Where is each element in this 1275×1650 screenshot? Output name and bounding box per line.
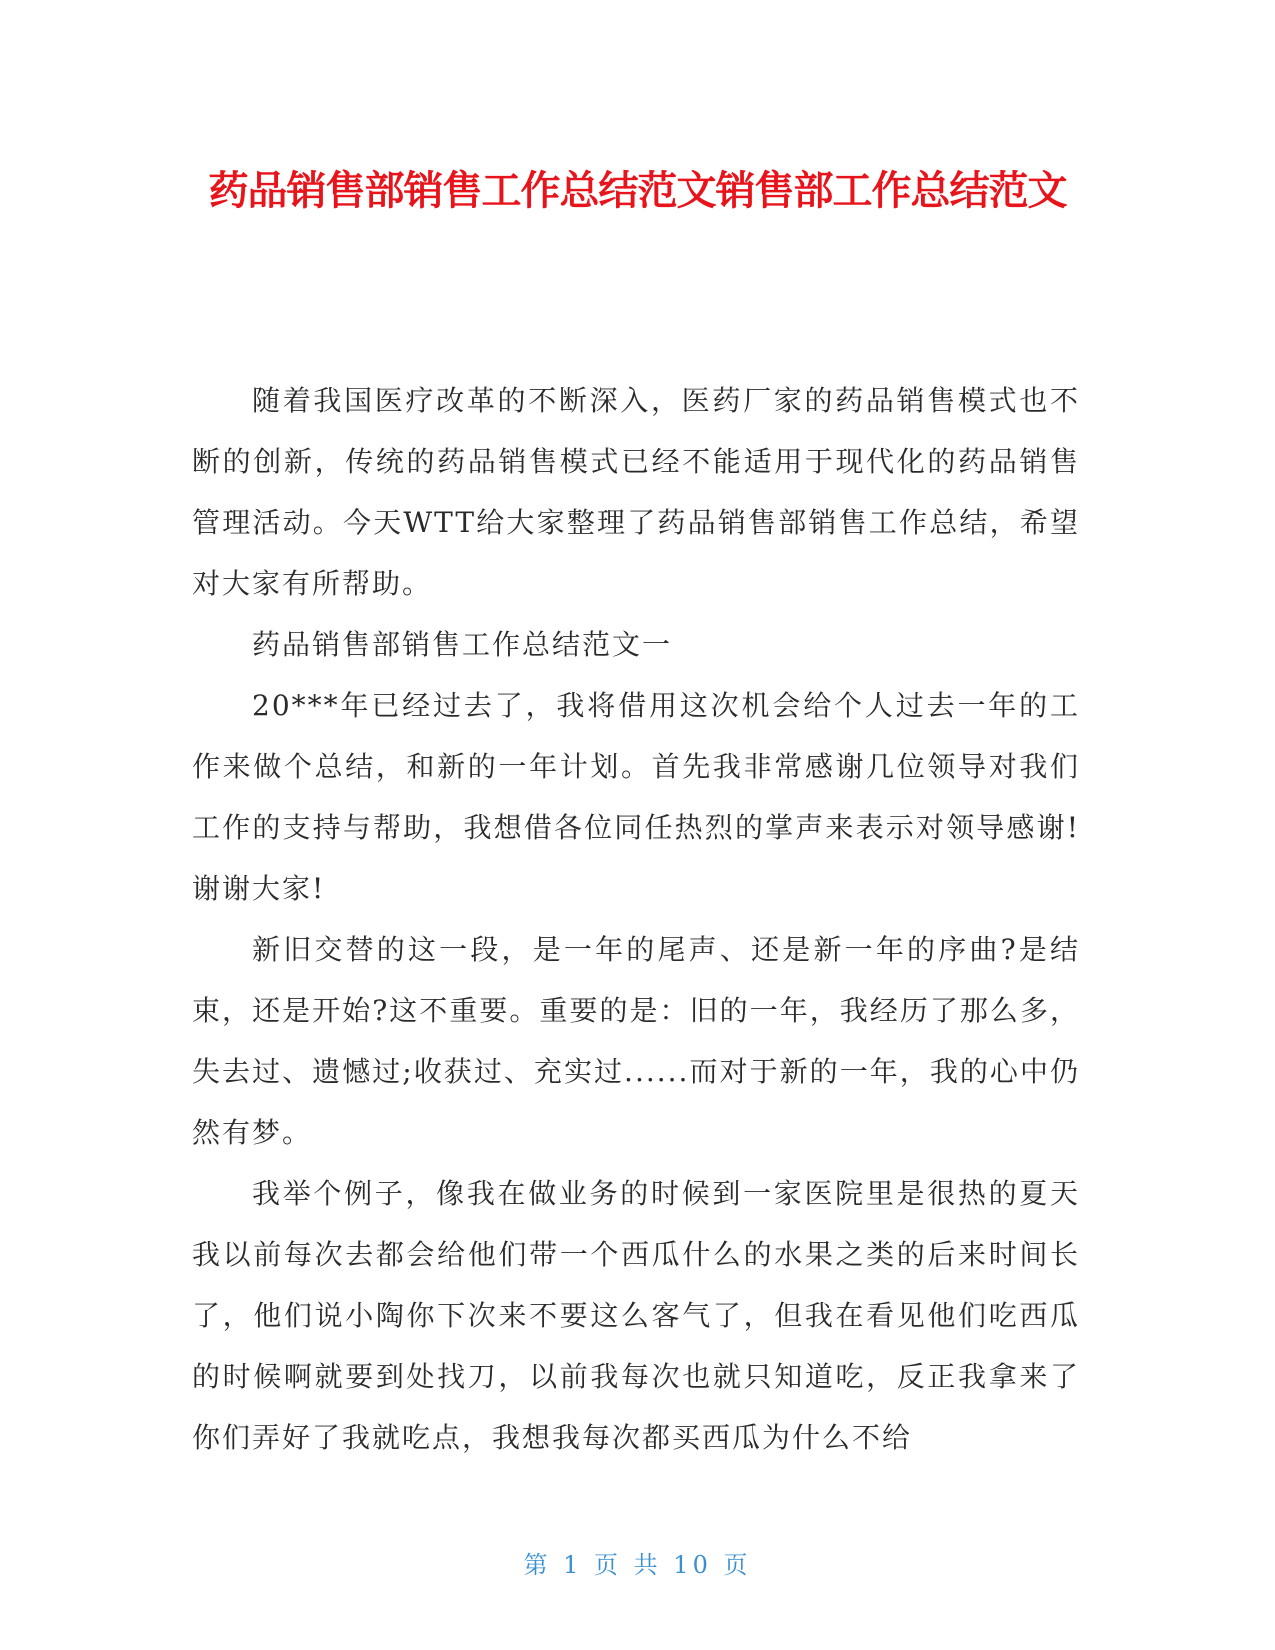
page-number-footer: 第 1 页 共 10 页	[523, 1551, 752, 1579]
document-title: 药品销售部销售工作总结范文销售部工作总结范文	[208, 168, 1067, 214]
paragraph-section-heading: 药品销售部销售工作总结范文一	[252, 628, 673, 661]
paragraph-example: 我举个例子，像我在做业务的时候到一家医院里是很热的夏天我以前每次去都会给他们带一个西瓜什么的水果之类的后来时间长了，他们说小陶你下次来不要这么客气了，但我在看见他们吃西瓜的时候啊就要到处找刀，以前我每次也就只知道吃，反正我拿来了你们弄好了我就吃点，我想我每次都买西瓜为什么不给	[192, 1177, 1080, 1454]
paragraph-transition: 新旧交替的这一段，是一年的尾声、还是新一年的序曲?是结束，还是开始?这不重要。重要的是：旧的一年，我经历了那么多，失去过、遗憾过;收获过、充实过......而对于新的一年，我的心中仍然有梦。	[192, 933, 1080, 1149]
paragraph-year-review: 20***年已经过去了，我将借用这次机会给个人过去一年的工作来做个总结，和新的一年计划。首先我非常感谢几位领导对我们工作的支持与帮助，我想借各位同任热烈的掌声来表示对领导感谢!谢谢大家!	[192, 689, 1080, 905]
document-body	[192, 370, 1080, 1468]
paragraph-intro: 随着我国医疗改革的不断深入，医药厂家的药品销售模式也不断的创新，传统的药品销售模式已经不能适用于现代化的药品销售管理活动。今天WTT给大家整理了药品销售部销售工作总结，希望对大家有所帮助。	[192, 384, 1080, 600]
